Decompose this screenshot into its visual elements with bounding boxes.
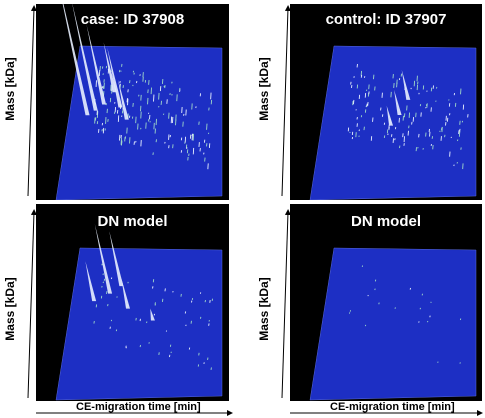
y-axis-label-top-right: Mass [kDa] (257, 57, 271, 121)
plot-surface-case-bottom (36, 204, 229, 401)
surface-group (56, 224, 222, 400)
panel-title-dn-control: DN model (350, 213, 421, 230)
panel-title-dn-case: DN model (97, 213, 168, 230)
plot-surface-control-bottom (290, 204, 482, 401)
y-axis-label-top-left: Mass [kDa] (3, 57, 17, 121)
panel-title-case: case: ID 37908 (80, 11, 185, 28)
y-axis-label-bottom-right: Mass [kDa] (257, 277, 271, 341)
panel-control-bottom (290, 204, 482, 401)
surface-group (310, 46, 476, 200)
surface-group (56, 4, 222, 200)
x-axis-label-right: CE-migration time [min] (330, 401, 455, 413)
y-axis-arrow-right-bottom (282, 212, 288, 398)
surface-plane (56, 248, 222, 400)
y-axis-arrow-right (282, 8, 288, 196)
y-axis-arrow-left (28, 8, 34, 196)
surface-plane (310, 248, 476, 400)
y-axis-arrow-left-bottom (28, 212, 34, 398)
panel-control-top (290, 4, 482, 200)
panel-title-control: control: ID 37907 (325, 11, 447, 28)
surface-plane (56, 46, 222, 200)
y-axis-label-bottom-left: Mass [kDa] (3, 277, 17, 341)
panel-case-top (36, 4, 229, 200)
x-axis-label-left: CE-migration time [min] (76, 401, 201, 413)
surface-group (310, 248, 476, 400)
surface-plane (310, 46, 476, 200)
plot-surface-case-top (36, 4, 229, 200)
panel-case-bottom (36, 204, 229, 401)
plot-surface-control-top (290, 4, 482, 200)
